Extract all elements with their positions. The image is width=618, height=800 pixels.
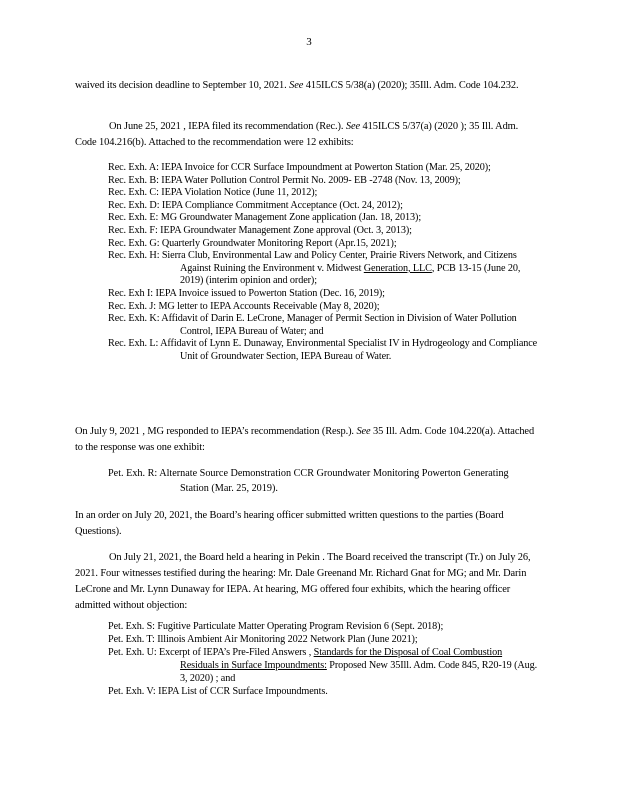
p2-see-signal: See	[345, 121, 361, 132]
paragraph-decision-deadline	[75, 78, 537, 94]
exhibit-item: Rec. Exh. D: IEPA Compliance Commitment Acceptance (Oct. 24, 2012);	[108, 199, 403, 211]
exhibit-item: Pet. Exh. S: Fugitive Particulate Matter Operating Program Revision 6 (Sept. 2018);	[108, 621, 444, 632]
exhibit-item: Rec. Exh. J: MG letter to IEPA Accounts Receivable (May 8, 2020);	[108, 300, 380, 312]
exhibit-item: Pet. Exh. V: IEPA List of CCR Surface Impoundments.	[108, 686, 328, 697]
p1-text-post: 415ILCS 5/38(a) (2020); 35Ill. Adm. Code 104.232.	[303, 80, 519, 91]
hearing-exhibit-list	[108, 620, 538, 698]
p2-text-post: 415ILCS 5/37(a) (2020 ); 35 Ill. Adm. Code 104.216(b). Attached to the recommendation were 12 exhibits:	[75, 121, 519, 148]
exhibit-h-post: , PCB 13-15 (June 20, 2019) (interim opinion and order);	[180, 262, 521, 287]
p3-text-pre: On July 9, 2021 , MG responded to IEPA’s recommendation (Resp.).	[75, 426, 357, 437]
exhibit-u-title: Standards for the Disposal of Coal Combustion Residuals in Surface Impoundments:	[180, 647, 503, 671]
p1-text-pre: waived its decision deadline to September 10, 2021.	[75, 80, 290, 91]
paragraph-response	[75, 424, 537, 456]
p2-text-pre: On June 25, 2021 , IEPA filed its recommendation (Rec.).	[109, 121, 346, 132]
exhibit-item: Rec. Exh. G: Quarterly Groundwater Monitoring Report (Apr.15, 2021);	[108, 237, 397, 249]
page-number: 3	[306, 36, 312, 48]
exhibit-item: Rec. Exh. K: Affidavit of Darin E. LeCrone, Manager of Permit Section in Division of Water Pollution Control, IEPA Bureau of Water; and	[108, 313, 517, 337]
paragraph-board-questions	[75, 508, 537, 540]
exhibit-item	[108, 250, 538, 288]
exhibit-u-post: Proposed New 35Ill. Adm. Code 845, R20-19 (Aug. 3, 2020) ; and	[180, 660, 538, 684]
p3-text-post: 35 Ill. Adm. Code 104.220(a). Attached to the response was one exhibit:	[75, 426, 535, 453]
exhibit-item: Rec. Exh. L: Affidavit of Lynn E. Dunaway, Environmental Specialist IV in Hydrogeology and Compliance Unit of Groundwater Section, IEPA Bureau of Water.	[108, 338, 538, 362]
response-exhibit-r: Pet. Exh. R: Alternate Source Demonstration CCR Groundwater Monitoring Powerton Generating Station (Mar. 25, 2019).	[108, 468, 509, 494]
exhibit-item: Rec. Exh. E: MG Groundwater Management Zone application (Jan. 18, 2013);	[108, 212, 422, 224]
paragraph-recommendation	[75, 119, 537, 151]
p5-text: On July 21, 2021, the Board held a hearing in Pekin . The Board received the transcript (Tr.) on July 26, 2021. Four witnesses testified during the hearing: Mr. Dale Greenand Mr. Richard Gnat for MG; and Mr. Darin LeCrone and Mr. Lynn Dunaway for IEPA. At hearing, MG offered four exhibits, which the hearing officer admitted without objection:	[75, 552, 531, 611]
recommendation-exhibit-list	[108, 162, 538, 364]
exhibit-h-case-name: Generation, LLC	[363, 262, 432, 274]
exhibit-item: Rec. Exh. A: IEPA Invoice for CCR Surface Impoundment at Powerton Station (Mar. 25, 2020);	[108, 162, 491, 173]
exhibit-item: Pet. Exh. T: Illinois Ambient Air Monitoring 2022 Network Plan (June 2021);	[108, 634, 418, 645]
p4-text: In an order on July 20, 2021, the Board’s hearing officer submitted written questions to the parties (Board Questions).	[75, 510, 504, 537]
exhibit-item: Rec. Exh. F: IEPA Groundwater Management Zone approval (Oct. 3, 2013);	[108, 224, 412, 236]
exhibit-item: Rec. Exh. B: IEPA Water Pollution Control Permit No. 2009- EB -2748 (Nov. 13, 2009);	[108, 174, 461, 186]
paragraph-hearing	[75, 550, 537, 614]
exhibit-item: Rec. Exh. C: IEPA Violation Notice (June 11, 2012);	[108, 187, 318, 199]
exhibit-h-pre: Rec. Exh. H: Sierra Club, Environmental Law and Policy Center, Prairie Rivers Network, and Citizens Against Ruining the Environment v. Midwest	[108, 250, 517, 274]
exhibit-item: Rec. Exh I: IEPA Invoice issued to Powerton Station (Dec. 16, 2019);	[108, 287, 385, 299]
exhibit-u-pre: Pet. Exh. U: Excerpt of IEPA’s Pre-Filed Answers ,	[108, 647, 314, 658]
p3-see-signal: See	[356, 426, 371, 437]
exhibit-item	[108, 646, 538, 685]
p1-see-signal: See	[289, 80, 304, 91]
